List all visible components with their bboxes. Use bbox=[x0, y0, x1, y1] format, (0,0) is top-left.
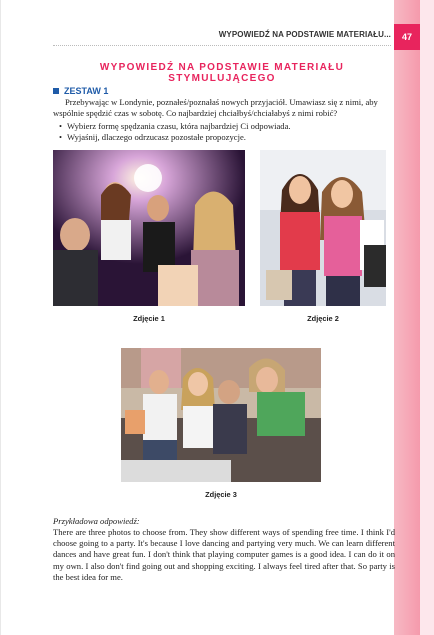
photo-caption: Zdjęcie 2 bbox=[307, 314, 339, 323]
page-edge bbox=[420, 0, 434, 635]
sample-answer-text: There are three photos to choose from. They show different ways of spending free time. I think I'd choose going to a party. It's because I love dancing and partying very much. We can learn different dances and have great fun. I don't think that playing computer games is a good idea. I can do it on my own. I also don't find going out and shopping exciting. I always feel tired after that. So party is the best idea for me. bbox=[53, 527, 395, 582]
shopping-photo bbox=[260, 150, 386, 306]
gaming-photo bbox=[121, 348, 321, 482]
running-header: WYPOWIEDŹ NA PODSTAWIE MATERIAŁU... bbox=[218, 30, 391, 39]
section-title: WYPOWIEDŹ NA PODSTAWIE MATERIAŁU STYMULUJĄCEGO bbox=[99, 62, 345, 84]
set-label: ZESTAW 1 bbox=[64, 86, 109, 96]
bullet-item: • Wyjaśnij, dlaczego odrzucasz pozostałe propozycje. bbox=[59, 132, 389, 143]
header-divider bbox=[53, 45, 391, 46]
set-heading bbox=[53, 86, 108, 96]
sample-answer-label: Przykładowa odpowiedź: bbox=[53, 516, 140, 526]
bullet-item: • Wybierz formę spędzania czasu, która najbardziej Ci odpowiada. bbox=[59, 121, 389, 132]
side-color-band bbox=[394, 0, 420, 635]
page-number: 47 bbox=[394, 24, 420, 50]
party-photo bbox=[53, 150, 245, 306]
task-intro: Przebywając w Londynie, poznałeś/poznałaś nowych przyjaciół. Umawiasz się z nimi, aby wspólnie spędzić czas w sobotę. Co najbardziej chciałbyś/chciałabyś z nimi robić? bbox=[53, 97, 378, 118]
photo-caption: Zdjęcie 3 bbox=[205, 490, 237, 499]
task-bullets bbox=[59, 121, 389, 143]
photo-caption: Zdjęcie 1 bbox=[133, 314, 165, 323]
square-bullet-icon bbox=[53, 88, 59, 94]
